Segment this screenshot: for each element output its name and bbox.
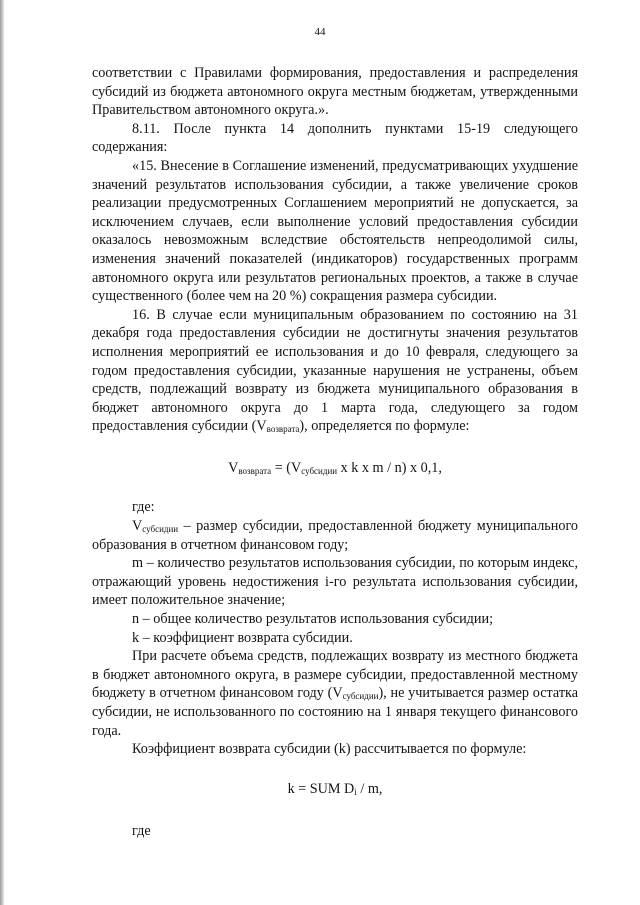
- definition-n: n – общее количество результатов использования субсидии;: [132, 611, 494, 628]
- paragraph-16: [92, 306, 578, 436]
- definition-m: m – количество результатов использования субсидии, по которым индекс, отражающий уровень недостижения i-го результата использования субсидии, имеет положительное значение;: [92, 555, 578, 609]
- formula-sub2: субсидии: [301, 465, 338, 476]
- where-label: где:: [132, 499, 155, 516]
- definition-k: k – коэффициент возврата субсидии.: [132, 629, 353, 646]
- calc-text: При расчете объема средств, подлежащих возврату из местного бюджета в бюджет автономного округа, в размере субсидии, предоставленной местному бюджету в отчетном финансовом году (V: [92, 648, 578, 702]
- page-number: 44: [314, 26, 326, 38]
- definition-v-subsidii: [92, 517, 578, 554]
- paragraph-15: «15. Внесение в Соглашение изменений, предусматривающих ухудшение значений результатов использования субсидии, а также увеличение сроков реализации предусмотренных Соглашением мероприятий не допускается, за исключением случаев, если выполнение условий предоставления субсидии оказалось невозможным вследствие обстоятельств непреодолимой силы, изменения значений показателей (индикаторов) государственных программ автономного округа или результатов региональных проектов, а также в случае существенного (более чем на 20 %) сокращения размера субсидии.: [92, 157, 578, 305]
- where-label-2: где: [132, 823, 151, 840]
- calc-tail: ), не учитывается размер остатка субсидии, не использованного по состоянию на 1 января текущего финансового года.: [92, 685, 578, 739]
- formula-k: [92, 780, 578, 799]
- def-text: – размер субсидии, предоставленной бюджету муниципального образования в отчетном финансовом году;: [92, 518, 578, 553]
- formula-rest: x k x m / n) x 0,1,: [337, 459, 442, 476]
- formula-k-sub: i: [354, 786, 357, 797]
- def-lead: V: [132, 518, 143, 535]
- formula-k-rest: / m,: [356, 780, 383, 797]
- paragraph-continuation: соответствии с Правилами формирования, предоставления и распределения субсидий из бюджета автономного округа местным бюджетам, утвержденными Правительством автономного округа.».: [92, 65, 578, 119]
- formula-k-lhs: k = SUM D: [287, 780, 355, 797]
- paragraph-8-11: 8.11. После пункта 14 дополнить пунктами 15-19 следующего содержания:: [92, 120, 578, 156]
- formula-lhs: V: [228, 459, 239, 476]
- paragraph-16-text: 16. В случае если муниципальным образованием по состоянию на 31 декабря года предоставления субсидии не достигнуты значения результатов исполнения мероприятий ее использования и до 10 февраля, следующего за годом предоставления субсидии, указанные нарушения не устранены, объем средств, подлежащий возврату из бюджета муниципального образования в бюджет автономного округа до 1 марта года, следующего за годом предоставления субсидии (V: [92, 306, 578, 435]
- page-scan-edge: [0, 0, 4, 905]
- paragraph-calculation: [92, 647, 578, 740]
- formula-lhs-sub: возврата: [238, 465, 272, 476]
- formula-eq: = (V: [271, 459, 302, 476]
- subscript-vozvrata: возврата: [266, 424, 300, 435]
- document-body: [92, 64, 578, 841]
- paragraph-16-tail: ), определяется по формуле:: [299, 418, 470, 435]
- def-sub: субсидии: [142, 524, 179, 535]
- formula-v-vozvrata: [92, 459, 578, 478]
- calc-sub: субсидии: [342, 691, 379, 702]
- paragraph-coefficient: Коэффициент возврата субсидии (k) рассчитывается по формуле:: [132, 741, 527, 758]
